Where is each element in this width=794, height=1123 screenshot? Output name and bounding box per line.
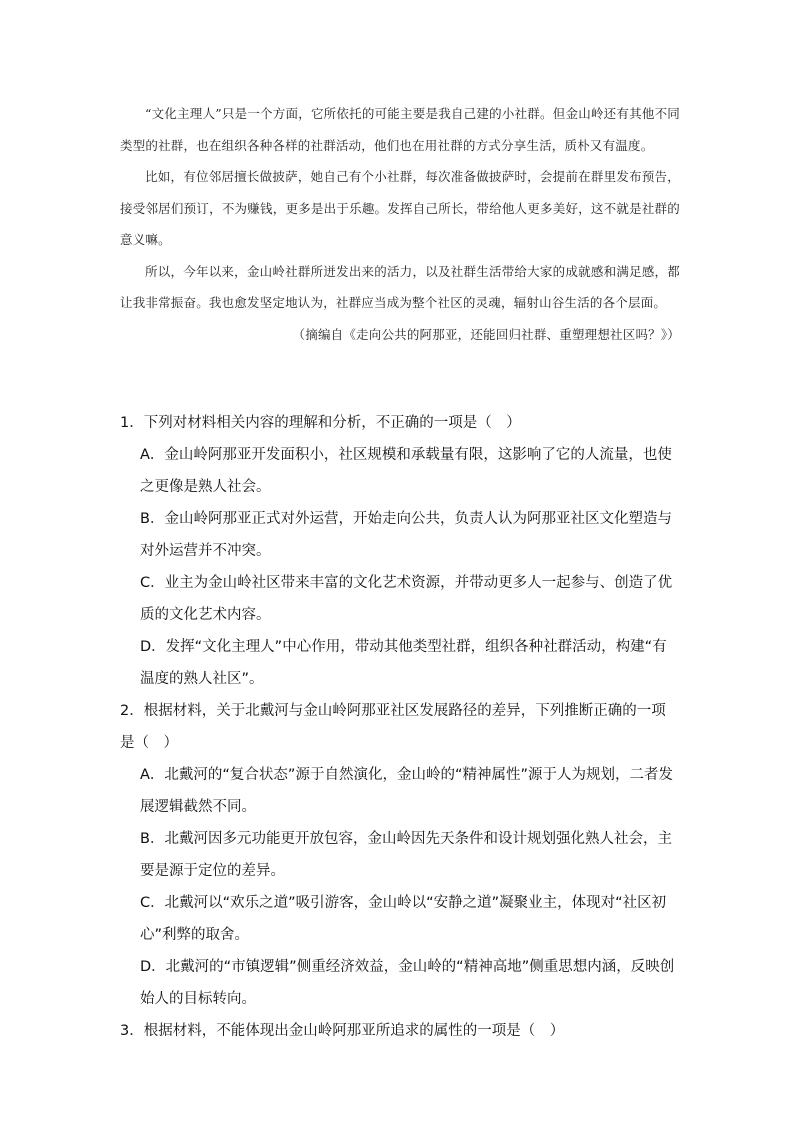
reading-passage xyxy=(120,98,680,350)
option-b: B．北戴河因多元功能更开放包容，金山岭因先天条件和设计规划强化熟人社会，主要是源于定位的差异。 xyxy=(140,831,672,879)
question-list xyxy=(120,407,680,1047)
option-a: A．金山岭阿那亚开发面积小，社区规模和承载量有限，这影响了它的人流量，也使之更像是熟人社会。 xyxy=(140,447,672,495)
passage-source: （摘编自《走向公共的阿那亚，还能回归社群、重塑理想社区吗？》） xyxy=(292,326,680,342)
option-d: D．北戴河的“市镇逻辑”侧重经济效益，金山岭的“精神高地”侧重思想内涵，反映创始人的目标转向。 xyxy=(140,959,675,1007)
question-stem: 2．根据材料，关于北戴河与金山岭阿那亚社区发展路径的差异，下列推断正确的一项是（ ） xyxy=(120,703,666,751)
passage-paragraph: 比如，有位邻居擅长做披萨，她自己有个小社群，每次准备做披萨时，会提前在群里发布预告，接受邻居们预订，不为赚钱，更多是出于乐趣。发挥自己所长，带给他人更多美好，这不就是社群的意义嘛。 xyxy=(120,169,680,247)
question-stem: 3．根据材料，不能体现出金山岭阿那亚所追求的属性的一项是（ ） xyxy=(120,1023,565,1039)
option-b: B．金山岭阿那亚正式对外运营，开始走向公共，负责人认为阿那亚社区文化塑造与对外运营并不冲突。 xyxy=(140,511,672,559)
option-c: C．业主为金山岭社区带来丰富的文化艺术资源，并带动更多人一起参与、创造了优质的文化艺术内容。 xyxy=(140,575,673,623)
question-stem: 1．下列对材料相关内容的理解和分析，不正确的一项是（ ） xyxy=(120,415,521,431)
option-a: A．北戴河的“复合状态”源于自然演化，金山岭的“精神属性”源于人为规划，二者发展逻辑截然不同。 xyxy=(140,767,673,815)
option-c: C．北戴河以“欢乐之道”吸引游客，金山岭以“安静之道”凝聚业主，体现对“社区初心”利弊的取舍。 xyxy=(140,895,667,943)
question-1 xyxy=(120,407,680,695)
passage-paragraph: “文化主理人”只是一个方面，它所依托的可能主要是我自己建的小社群。但金山岭还有其他不同类型的社群，也在组织各种各样的社群活动，他们也在用社群的方式分享生活，质朴又有温度。 xyxy=(120,106,680,153)
question-3 xyxy=(120,1015,680,1047)
question-2 xyxy=(120,695,680,1015)
option-d: D．发挥“文化主理人”中心作用，带动其他类型社群，组织各种社群活动，构建“有温度的熟人社区”。 xyxy=(140,639,667,687)
passage-paragraph: 所以，今年以来，金山岭社群所迸发出来的活力，以及社群生活带给大家的成就感和满足感，都让我非常振奋。我也愈发坚定地认为，社群应当成为整个社区的灵魂，辐射山谷生活的各个层面。 xyxy=(120,263,680,310)
